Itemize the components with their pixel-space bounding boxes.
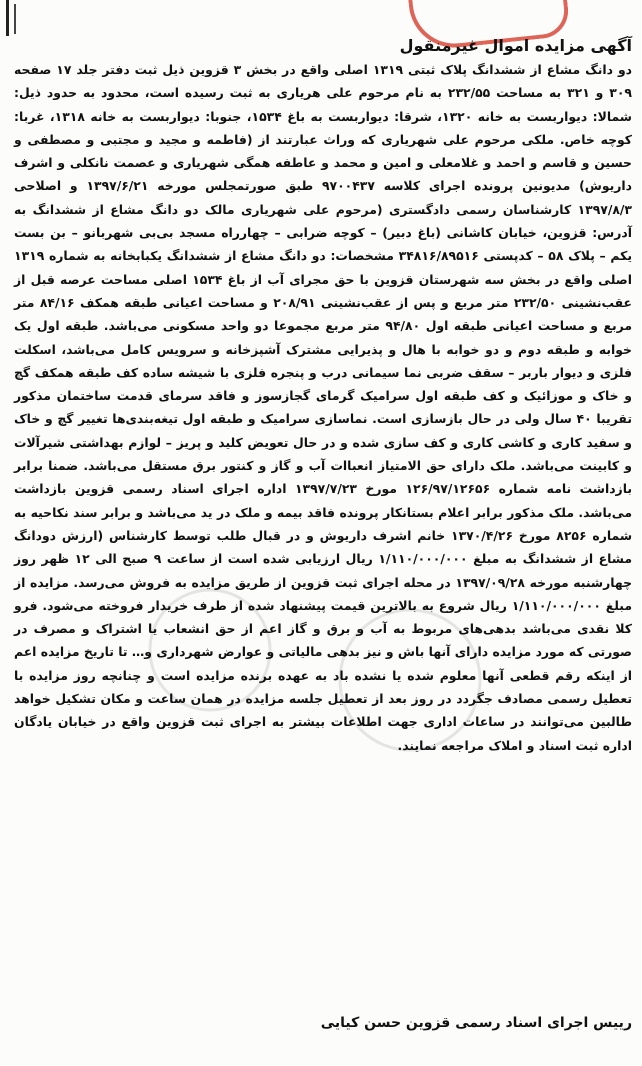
notice-title: آگهی مزایده اموال غیرمنقول xyxy=(399,36,632,55)
notice-signature: رییس اجرای اسناد رسمی قزوین حسن کیایی xyxy=(320,1015,632,1031)
column-divider xyxy=(6,0,9,36)
notice-body: دو دانگ مشاع از ششدانگ پلاک ثبتی ۱۳۱۹ اصلی واقع در بخش ۳ قزوین ذیل ثبت دفتر جلد ۱۷ صفحه ۳۰۹ و ۳۲۱ به مساحت ۲۳۲/۵۵ به نام مرحوم علی هریاری به ثبت رسیده است، محدود به حدود ذیل: شمالا: دیواربست به خانه ۱۳۲۰، شرقا: دیواربست به باغ ۱۵۳۴، جنوبا: دیواربست به خانه ۱۳۱۸، غربا: کوچه خاص. ملکی مرحوم علی شهریاری که وراث عبارتند از (فاطمه و مجید و مجتبی و مصطفی و حسین و قاسم و احمد و غلامعلی و امین و محمد و عاطفه همگی شهریاری و عصمت نانکلی و اشرف داریوش) مدیونین پرونده اجرای کلاسه ۹۷۰۰۴۳۷ طبق صورتمجلس مورخه ۱۳۹۷/۶/۲۱ و اصلاحی ۱۳۹۷/۸/۳ کارشناسان رسمی دادگستری (مرحوم علی شهریاری مالک دو دانگ مشاع از ششدانگ به آدرس: قزوین، خیابان کاشانی (باغ دبیر) – کوچه ضرابی – چهارراه مسجد بی‌بی شهربانو – بن بست یکم – پلاک ۵۸ – کدپستی ۳۴۸۱۶/۸۹۵۱۶ مشخصات: دو دانگ مشاع از ششدانگ یکبابخانه به شماره ۱۳۱۹ اصلی واقع در بخش سه شهرستان قزوین با حق مجرای آب از باغ ۱۵۳۴ اصلی مساحت عرصه قبل از عقب‌نشینی ۲۳۲/۵۰ متر مربع و پس از عقب‌نشینی ۲۰۸/۹۱ و مساحت اعیانی طبقه همکف ۸۴/۱۶ متر مربع و مساحت اعیانی طبقه اول ۹۴/۸۰ متر مربع مجموعا دو واحد مسکونی می‌باشد. طبقه اول یک خوابه و طبقه دوم و دو خوابه با هال و پذیرایی مشترک آشپزخانه و سرویس کامل می‌باشد، اسکلت فلزی و دیوار باربر – سقف ضربی نما سیمانی درب و پنجره فلزی با شیشه ساده کف طبقه همکف گچ و خاک و موزائیک و کف طبقه اول سرامیک گرمای گجازسوز و فاقد سرمای قدمت ساختمان مذکور تقریبا ۴۰ سال ولی در حال بازسازی است. نماسازی سرامیک و طبقه اول تیغه‌بندی‌ها تغییر گچ و خاک و سفید کاری و کاشی کاری و کف سازی شده و در حال تعویض کلید و پریز – لوازم بهداشتی شیرآلات و کابینت می‌باشد. ملک دارای حق الامتیاز انعباات آب و گاز و کنتور برق مستقل می‌باشد. ضمنا برابر بازداشت نامه شماره ۱۲۶/۹۷/۱۲۶۵۶ مورخ ۱۳۹۷/۷/۲۳ اداره اجرای اسناد رسمی قزوین بازداشت می‌باشد. ملک مذکور برابر اعلام بستانکار پرونده فاقد بیمه و ملک در ید می‌باشد و برابر سند نکاحیه به شماره ۸۲۵۶ مورخ ۱۳۷۰/۴/۲۶ خانم اشرف داریوش و در قبال طلب توسط کارشناس (ارزش دودانگ مشاع از ششدانگ به مبلغ ۱/۱۱۰/۰۰۰/۰۰۰ ریال ارزیابی شده است از ساعت ۹ صبح الی ۱۲ ظهر روز چهارشنبه مورخه ۱۳۹۷/۰۹/۲۸ در محله اجرای ثبت قزوین از طریق مزایده به فروش می‌رسد. مزایده از مبلغ ۱/۱۱۰/۰۰۰/۰۰۰ ریال شروع به بالاترین قیمت پیشنهاد شده از طرف خریدار فروخته می‌شود. فرو کلا نقدی می‌باشد بدهی‌های مربوط به آب و برق و گاز اعم از حق انشعاب یا اشتراک و مصرف در صورتی که مورد مزایده دارای آنها باش و نیز بدهی مالیاتی و عوارض شهرداری و… تا تاریخ مزایده اعم از اینکه رقم قطعی آنها معلوم شده یا نشده باد به عهده برنده مزایده است و چنانچه روز مزایده با تعطیل رسمی مصادف جگردد در روز بعد از تعطیل جلسه مزایده در همان ساعت و مکان تشکیل خواهد طالبین می‌توانند در ساعات اداری جهت اطلاعات بیشتر به اجرای ثبت قزوین واقع در خیابان یادگان اداره ثبت اسناد و املاک مراجعه نمایند. xyxy=(14,62,633,753)
column-divider xyxy=(14,4,16,34)
